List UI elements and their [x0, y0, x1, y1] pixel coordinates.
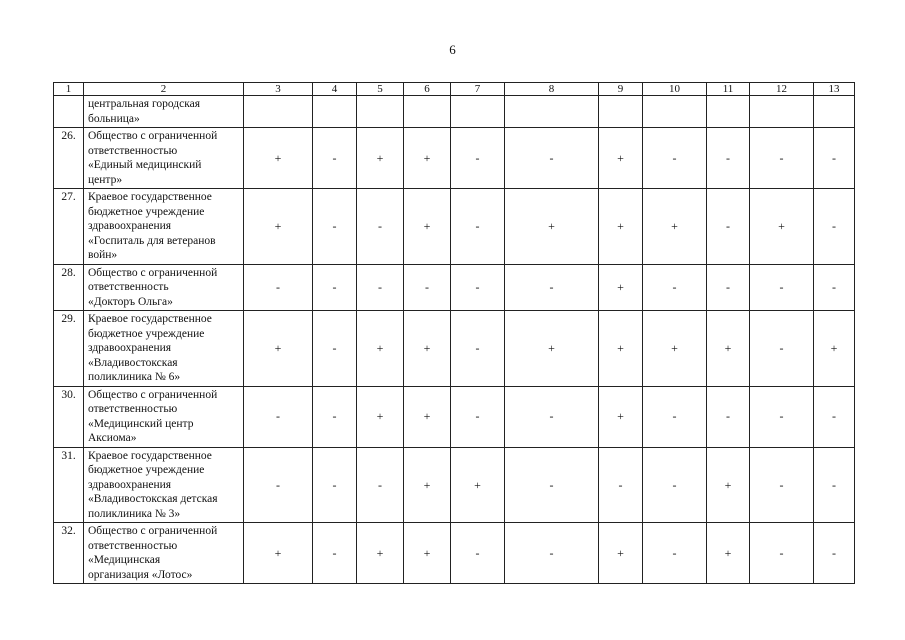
organization-name-line: ответственностью — [88, 539, 178, 552]
column-header: 13 — [814, 83, 855, 96]
availability-mark — [643, 96, 707, 128]
organization-name-line: «Госпиталь для ветеранов — [88, 234, 216, 247]
availability-mark: - — [750, 523, 814, 584]
availability-mark: - — [313, 447, 357, 523]
availability-mark: + — [357, 523, 404, 584]
availability-mark: - — [643, 264, 707, 311]
availability-mark: - — [357, 264, 404, 311]
availability-mark: - — [643, 523, 707, 584]
organization-name-line: «Единый медицинский — [88, 159, 202, 171]
column-header: 12 — [750, 83, 814, 96]
table-header-row — [54, 83, 855, 96]
availability-mark: - — [643, 447, 707, 523]
availability-mark: + — [404, 386, 451, 447]
organization-name-line: здравоохранения — [88, 342, 172, 354]
organization-name — [84, 386, 244, 447]
organization-name-line: Общество с ограниченной — [88, 388, 218, 401]
column-header: 8 — [505, 83, 599, 96]
row-number: 28. — [54, 264, 84, 311]
row-number: 32. — [54, 523, 84, 584]
availability-mark: - — [313, 311, 357, 387]
column-header: 1 — [54, 83, 84, 96]
availability-mark: + — [707, 311, 750, 387]
availability-mark: - — [750, 264, 814, 311]
organization-name — [84, 264, 244, 311]
availability-mark: - — [313, 523, 357, 584]
availability-mark — [707, 96, 750, 128]
table-row — [54, 523, 855, 584]
column-header: 7 — [451, 83, 505, 96]
table-body — [54, 83, 855, 584]
availability-mark: + — [357, 128, 404, 189]
table-row — [54, 264, 855, 311]
availability-mark — [814, 96, 855, 128]
organization-name — [84, 96, 244, 128]
availability-mark: + — [404, 189, 451, 265]
availability-mark: - — [814, 264, 855, 311]
availability-mark: + — [707, 523, 750, 584]
organization-name — [84, 311, 244, 387]
availability-mark: - — [451, 523, 505, 584]
availability-mark: + — [750, 189, 814, 265]
availability-mark: + — [451, 447, 505, 523]
organization-name-line: войн» — [88, 249, 118, 261]
availability-mark: + — [599, 386, 643, 447]
availability-mark: + — [707, 447, 750, 523]
availability-mark — [404, 96, 451, 128]
availability-mark: - — [814, 386, 855, 447]
availability-mark: - — [814, 189, 855, 265]
availability-mark: - — [750, 128, 814, 189]
availability-mark: - — [505, 128, 599, 189]
table-row — [54, 189, 855, 265]
organization-name-line: больница» — [88, 112, 140, 125]
availability-mark: + — [505, 189, 599, 265]
organization-name-line: поликлиника № 6» — [88, 371, 181, 383]
organization-name — [84, 523, 244, 584]
column-header: 5 — [357, 83, 404, 96]
organization-name-line: Общество с ограниченной — [88, 525, 218, 537]
availability-mark: + — [244, 128, 313, 189]
availability-mark: - — [750, 311, 814, 387]
availability-mark: - — [643, 128, 707, 189]
availability-mark: - — [505, 523, 599, 584]
availability-mark: + — [599, 264, 643, 311]
organization-name-line: «Владивостокская — [88, 356, 178, 369]
availability-mark: - — [313, 264, 357, 311]
organization-name-line: бюджетное учреждение — [88, 327, 205, 340]
organization-name-line: Краевое государственное — [88, 191, 212, 203]
availability-mark: - — [451, 189, 505, 265]
availability-mark: - — [404, 264, 451, 311]
organization-name-line: «Медицинский центр — [88, 417, 194, 430]
availability-mark: + — [599, 311, 643, 387]
organization-name-line: «Владивостокская детская — [88, 493, 218, 505]
availability-mark: + — [599, 189, 643, 265]
availability-mark — [505, 96, 599, 128]
availability-mark: - — [707, 128, 750, 189]
organization-name-line: ответственность — [88, 281, 169, 293]
availability-mark: - — [244, 264, 313, 311]
availability-mark: - — [451, 311, 505, 387]
availability-mark: + — [643, 189, 707, 265]
availability-mark — [750, 96, 814, 128]
availability-mark: - — [750, 447, 814, 523]
row-number — [54, 96, 84, 128]
row-number: 31. — [54, 447, 84, 523]
availability-mark — [357, 96, 404, 128]
availability-mark: - — [451, 128, 505, 189]
organization-name-line: бюджетное учреждение — [88, 205, 205, 218]
organization-name-line: «Докторъ Ольга» — [88, 295, 173, 308]
organization-name-line: ответственностью — [88, 144, 178, 157]
organization-name-line: Краевое государственное — [88, 313, 212, 325]
availability-mark: + — [404, 447, 451, 523]
column-header: 11 — [707, 83, 750, 96]
availability-mark — [244, 96, 313, 128]
availability-mark: - — [313, 386, 357, 447]
organization-name-line: Общество с ограниченной — [88, 130, 218, 142]
availability-mark: - — [244, 386, 313, 447]
availability-mark: - — [643, 386, 707, 447]
availability-mark: - — [505, 386, 599, 447]
availability-mark: + — [357, 386, 404, 447]
availability-mark: + — [599, 523, 643, 584]
organization-name-line: центральная городская — [88, 98, 201, 110]
availability-mark: - — [707, 386, 750, 447]
column-header: 6 — [404, 83, 451, 96]
page-number: 6 — [449, 42, 456, 57]
organization-name-line: организация «Лотос» — [88, 568, 193, 581]
organization-name-line: Аксиома» — [88, 432, 137, 444]
availability-mark: - — [357, 189, 404, 265]
availability-mark: + — [244, 523, 313, 584]
availability-mark: + — [505, 311, 599, 387]
availability-mark: - — [707, 189, 750, 265]
table-row — [54, 447, 855, 523]
column-header: 10 — [643, 83, 707, 96]
availability-mark: + — [404, 523, 451, 584]
availability-mark: - — [814, 523, 855, 584]
availability-mark: + — [357, 311, 404, 387]
column-header: 4 — [313, 83, 357, 96]
availability-mark: - — [244, 447, 313, 523]
availability-mark: - — [707, 264, 750, 311]
table-row — [54, 386, 855, 447]
column-header: 9 — [599, 83, 643, 96]
availability-mark: + — [814, 311, 855, 387]
availability-mark: - — [599, 447, 643, 523]
column-header: 2 — [84, 83, 244, 96]
availability-mark: - — [313, 128, 357, 189]
column-header: 3 — [244, 83, 313, 96]
availability-mark: - — [313, 189, 357, 265]
availability-mark — [313, 96, 357, 128]
row-number: 29. — [54, 311, 84, 387]
organization-name-line: «Медицинская — [88, 554, 161, 566]
data-table — [53, 82, 855, 584]
availability-mark: + — [404, 311, 451, 387]
organization-name — [84, 128, 244, 189]
availability-mark: + — [244, 311, 313, 387]
availability-mark: - — [505, 447, 599, 523]
organization-name-line: Краевое государственное — [88, 449, 212, 462]
organization-name — [84, 447, 244, 523]
organization-name-line: ответственностью — [88, 403, 178, 415]
organization-name — [84, 189, 244, 265]
table-row — [54, 311, 855, 387]
organization-name-line: Общество с ограниченной — [88, 266, 218, 279]
table-row — [54, 128, 855, 189]
organization-name-line: центр» — [88, 173, 123, 186]
organization-name-line: здравоохранения — [88, 478, 172, 491]
row-number: 26. — [54, 128, 84, 189]
availability-mark — [451, 96, 505, 128]
row-number: 27. — [54, 189, 84, 265]
table-row — [54, 96, 855, 128]
availability-mark: - — [814, 447, 855, 523]
availability-mark: - — [357, 447, 404, 523]
organization-name-line: поликлиника № 3» — [88, 507, 181, 520]
availability-mark — [599, 96, 643, 128]
availability-mark: - — [505, 264, 599, 311]
availability-mark: + — [599, 128, 643, 189]
organization-name-line: здравоохранения — [88, 220, 172, 232]
availability-mark: + — [643, 311, 707, 387]
availability-mark: + — [244, 189, 313, 265]
availability-mark: + — [404, 128, 451, 189]
availability-mark: - — [451, 386, 505, 447]
availability-mark: - — [750, 386, 814, 447]
availability-mark: - — [814, 128, 855, 189]
row-number: 30. — [54, 386, 84, 447]
availability-mark: - — [451, 264, 505, 311]
organization-name-line: бюджетное учреждение — [88, 464, 205, 476]
